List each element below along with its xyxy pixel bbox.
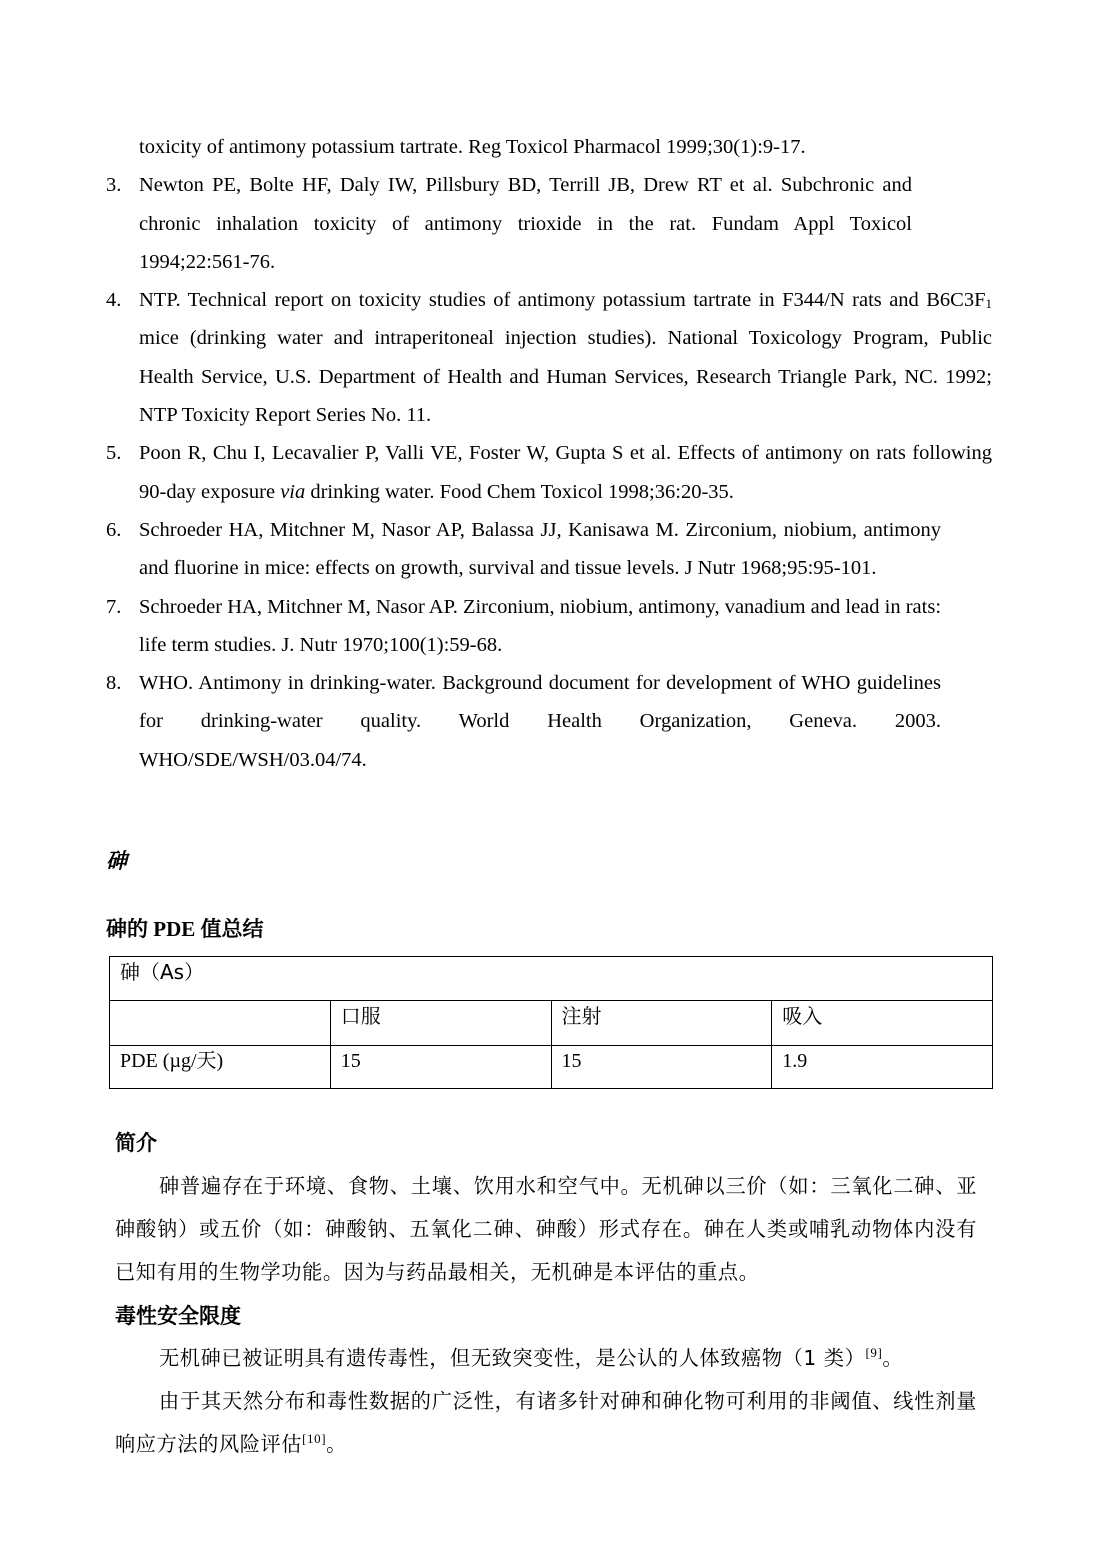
reference-text-part: drinking water. Food Chem Toxicol 1998;36:20-35.: [305, 480, 734, 503]
table-row: [110, 1046, 993, 1089]
intro-heading: 简介: [115, 1131, 157, 1155]
table-header-cell: 注射: [551, 1001, 772, 1046]
reference-text: [139, 281, 992, 434]
safety-text-part: 由于其天然分布和毒性数据的广泛性，有诸多针对砷和砷化物可利用的非阈值、线性剂量响应方法的风险评估: [115, 1389, 977, 1456]
table-caption-part: 砷的: [106, 917, 148, 941]
reference-continuation: toxicity of antimony potassium tartrate. Reg Toxicol Pharmacol 1999;30(1):9-17.: [139, 136, 806, 158]
table-header-cell: 口服: [330, 1001, 551, 1046]
table-header-cell: 吸入: [772, 1001, 993, 1046]
safety-paragraph-2: [115, 1380, 977, 1466]
reference-subscript: 1: [985, 296, 992, 312]
table-cell: 15: [330, 1046, 551, 1089]
reference-item-5: [100, 434, 992, 511]
reference-item-4: [100, 281, 992, 434]
reference-text-part: mice (drinking water and intraperitoneal injection studies). National Toxicology Program, Public Health Service, U.S. Department of Health and Human Services, Research Triangle Park, NC. 1992; NTP Toxicity Report Series No. 11.: [139, 327, 992, 427]
table-cell: 1.9: [772, 1046, 993, 1089]
reference-number: 3.: [106, 174, 122, 197]
safety-text-part: 无机砷已被证明具有遗传毒性，但无致突变性，是公认的人体致癌物（1 类）: [159, 1346, 866, 1370]
reference-item-7: [100, 588, 992, 665]
citation: [10]: [302, 1431, 327, 1446]
reference-text: Schroeder HA, Mitchner M, Nasor AP, Balassa JJ, Kanisawa M. Zirconium, niobium, antimony and fluorine in mice: effects on growth, survival and tissue levels. J Nutr 1968;95:95-101.: [139, 518, 941, 580]
reference-number: 8.: [106, 672, 122, 695]
reference-text: WHO. Antimony in drinking-water. Background document for development of WHO guidelines for drinking-water quality. World Health Organization, Geneva. 2003. WHO/SDE/WSH/03.04/74.: [139, 672, 941, 771]
table-caption: [106, 913, 264, 943]
citation: [9]: [865, 1345, 883, 1360]
intro-paragraph: 砷普遍存在于环境、食物、土壤、饮用水和空气中。无机砷以三价（如：三氧化二砷、亚砷酸钠）或五价（如：砷酸钠、五氧化二砷、砷酸）形式存在。砷在人类或哺乳动物体内没有已知有用的生物学功能。因为与药品最相关，无机砷是本评估的重点。: [115, 1174, 977, 1284]
table-caption-part: 值总结: [200, 917, 264, 941]
table-header-cell: [110, 1001, 331, 1046]
table-row: [110, 957, 993, 1001]
element-title: 砷: [106, 849, 127, 873]
reference-number: 7.: [106, 595, 122, 618]
reference-number: 6.: [106, 518, 122, 541]
table-row-label: PDE (µg/天): [110, 1046, 331, 1089]
reference-text: Newton PE, Bolte HF, Daly IW, Pillsbury BD, Terrill JB, Drew RT et al. Subchronic and chronic inhalation toxicity of antimony trioxide in the rat. Fundam Appl Toxicol 1994;22:561-76.: [139, 174, 912, 273]
reference-number: 4.: [106, 289, 122, 312]
safety-text-part: 。: [882, 1346, 904, 1370]
table-header-span: 砷（As）: [110, 957, 993, 1001]
reference-item-3: [100, 166, 992, 281]
reference-item-8: [100, 664, 992, 779]
safety-text-part: 。: [326, 1432, 347, 1456]
reference-list: [100, 128, 992, 779]
reference-number: 5.: [106, 442, 122, 465]
table-row: [110, 1001, 993, 1046]
reference-text: Schroeder HA, Mitchner M, Nasor AP. Zirconium, niobium, antimony, vanadium and lead in rats: life term studies. J. Nutr 1970;100(1):59-68.: [139, 595, 942, 656]
reference-item-6: [100, 511, 992, 588]
reference-text: [139, 434, 992, 511]
safety-heading: 毒性安全限度: [115, 1304, 241, 1328]
reference-text-part: Poon R, Chu I, Lecavalier P, Valli VE, Foster W, Gupta S et al. Effects of antimony on rats following 90-day exposure: [139, 442, 992, 503]
reference-italic: via: [280, 480, 306, 503]
table-cell: 15: [551, 1046, 772, 1089]
safety-paragraph-1: [115, 1337, 977, 1380]
reference-text-part: NTP. Technical report on toxicity studies of antimony potassium tartrate in F344/N rats and B6C3F: [139, 289, 986, 312]
pde-summary-table: [109, 956, 993, 1089]
table-caption-latin: PDE: [148, 917, 201, 941]
